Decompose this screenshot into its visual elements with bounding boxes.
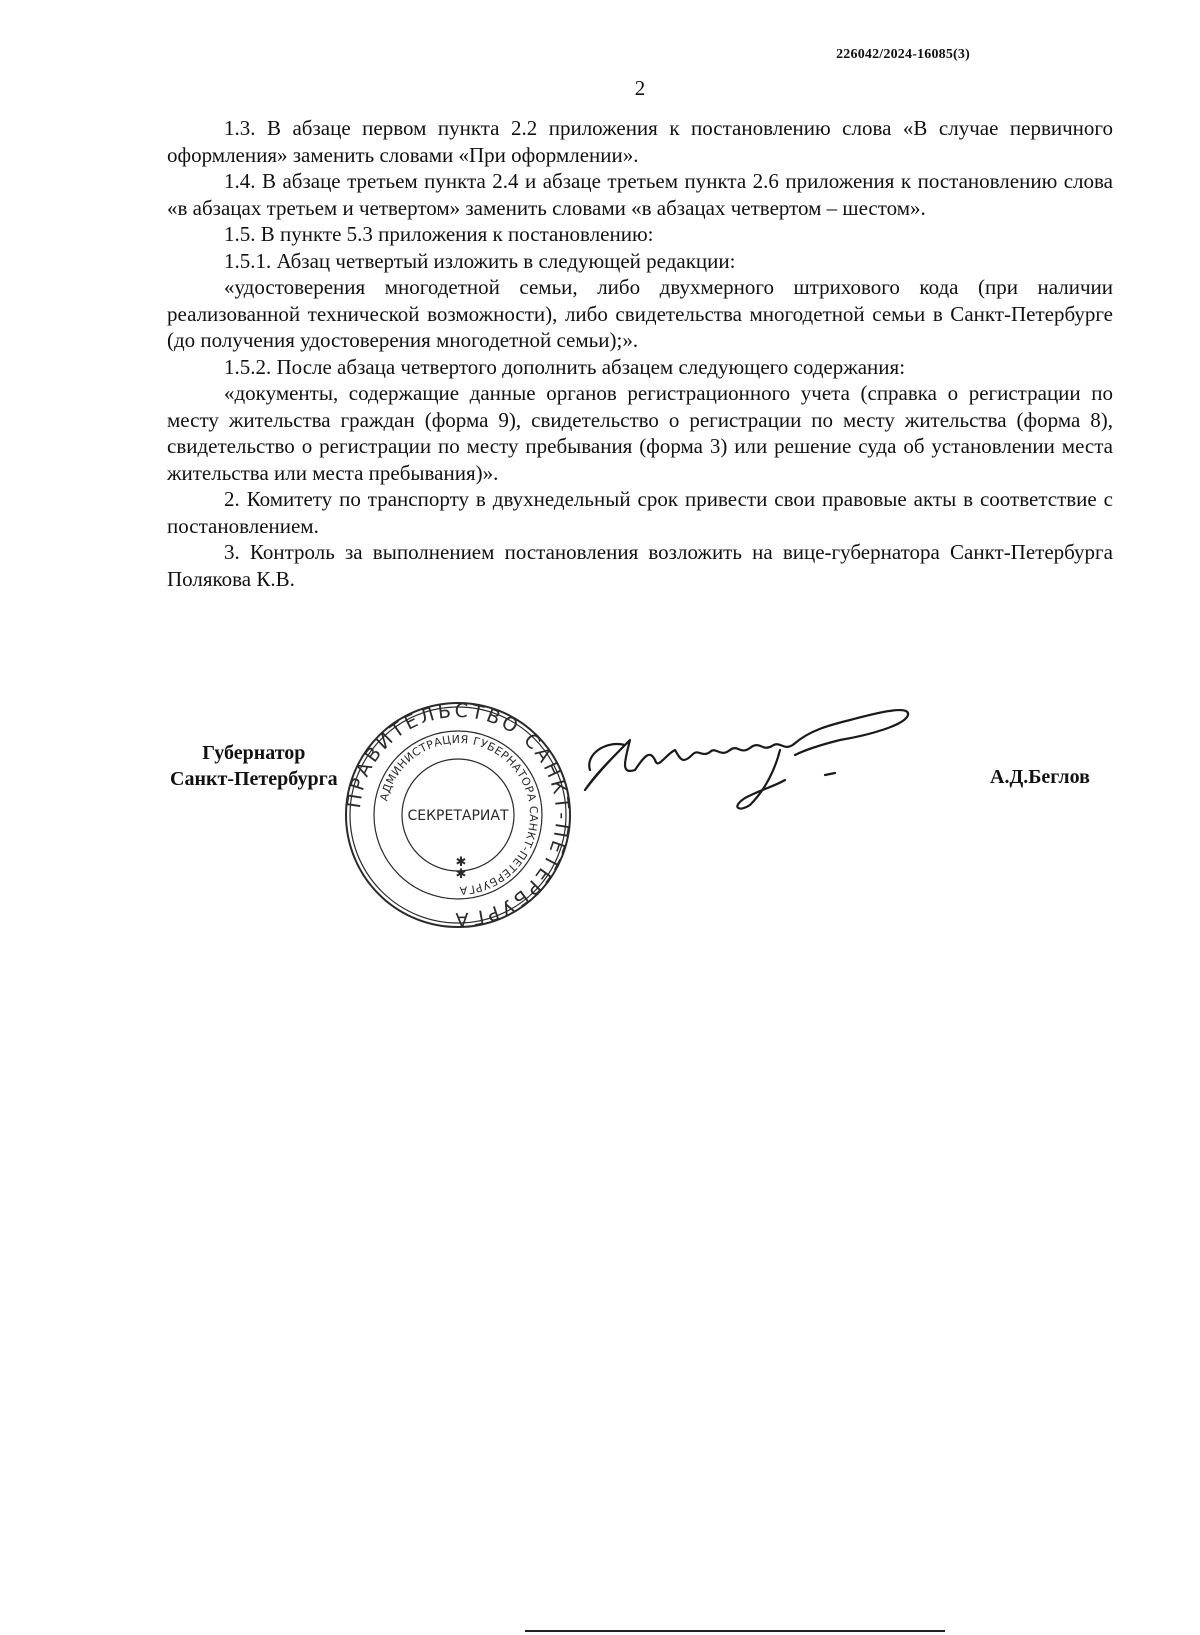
seal-star-icon: ✱ bbox=[455, 867, 467, 882]
signatory-title-line1: Губернатор bbox=[202, 742, 306, 764]
paragraph-1-5-1: 1.5.1. Абзац четвертый изложить в следующей редакции: bbox=[224, 248, 736, 273]
seal-outer-text: ПРАВИТЕЛЬСТВО САНКТ-ПЕТЕРБУРГА bbox=[343, 700, 573, 930]
signatory-title bbox=[170, 740, 338, 792]
paragraph-1-3: 1.3. В абзаце первом пункта 2.2 приложения к постановлению слова «В случае первичного оформления» заменить словами «При оформлении». bbox=[167, 116, 1113, 167]
page-number: 2 bbox=[634, 76, 646, 100]
document-registration-number: 226042/2024-16085(3) bbox=[836, 47, 970, 62]
seal-inner-text: АДМИНИСТРАЦИЯ ГУБЕРНАТОРА САНКТ-ПЕТЕРБУРГА bbox=[377, 732, 541, 898]
paragraph-2: 2. Комитету по транспорту в двухнедельный срок привести свои правовые акты в соответствие с постановлением. bbox=[167, 487, 1113, 538]
seal-star-icon: ✱ bbox=[455, 855, 467, 870]
paragraph-1-4: 1.4. В абзаце третьем пункта 2.4 и абзаце третьем пункта 2.6 приложения к постановлению слова «в абзацах третьем и четвертом» заменить словами «в абзацах четвертом – шестом». bbox=[167, 169, 1113, 220]
official-seal bbox=[343, 700, 573, 930]
paragraph-quote-1: «удостоверения многодетной семьи, либо двухмерного штрихового кода (при наличии реализованной технической возможности), либо свидетельства многодетной семьи в Санкт-Петербурге (до получения удостоверения многодетной семьи);». bbox=[167, 275, 1113, 352]
document-body bbox=[167, 115, 1113, 592]
signature-block bbox=[0, 700, 1200, 940]
paragraph-1-5-2: 1.5.2. После абзаца четвертого дополнить абзацем следующего содержания: bbox=[224, 354, 906, 379]
paragraph-3: 3. Контроль за выполнением постановления возложить на вице-губернатора Санкт-Петербурга Полякова К.В. bbox=[167, 540, 1113, 591]
seal-center-text: СЕКРЕТАРИАТ bbox=[407, 808, 509, 824]
paragraph-quote-2: «документы, содержащие данные органов регистрационного учета (справка о регистрации по месту жительства граждан (форма 9), свидетельство о регистрации по месту жительства (форма 8), свидетельство о регистрации по месту пребывания (форма 3) или решение суда об установлении места жительства или места пребывания)». bbox=[167, 381, 1113, 485]
signatory-title-line2: Санкт-Петербурга bbox=[170, 768, 338, 790]
footer-rule bbox=[525, 1630, 945, 1632]
paragraph-1-5: 1.5. В пункте 5.3 приложения к постановлению: bbox=[224, 222, 654, 246]
handwritten-signature bbox=[580, 700, 960, 820]
signatory-name: А.Д.Беглов bbox=[990, 766, 1090, 788]
